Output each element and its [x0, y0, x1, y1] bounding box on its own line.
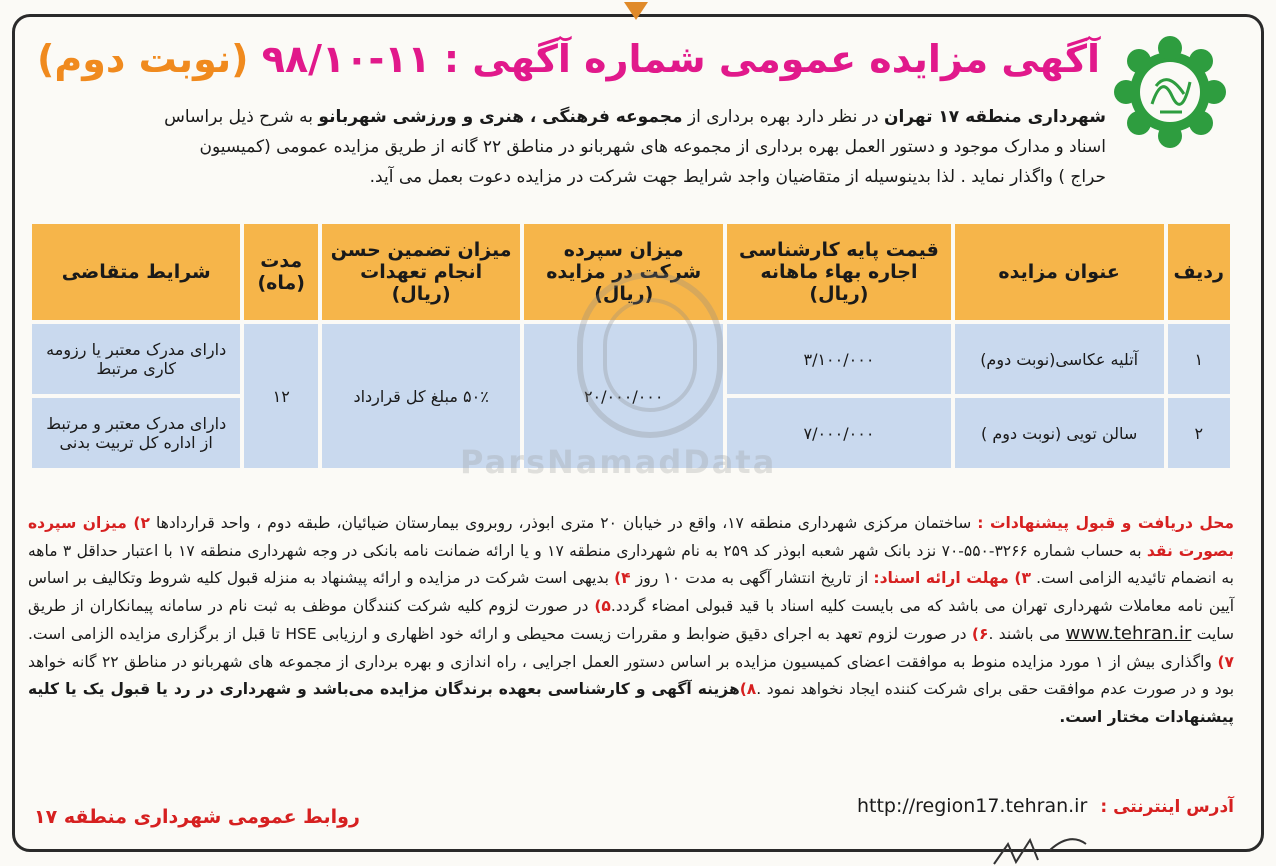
- shared-deposit: ۲۰/۰۰۰/۰۰۰: [524, 324, 723, 468]
- term-4-text: بدیهی است شرکت در مزایده و ارائه پیشنهاد به منزله قبول کلیه شروط وتکالیف بر اساس آیین نامه معاملات شهرداری تهران می باشد که می بایست کلیه اسناد با قید قبولی امضاء گردد.: [28, 569, 1234, 615]
- notice-title: [37, 28, 1100, 90]
- watermark-text: ParsNamadData: [460, 443, 777, 481]
- row-price: ۷/۰۰۰/۰۰۰: [727, 398, 951, 468]
- col-conditions: شرایط متقاضی: [32, 224, 240, 320]
- auction-table: [28, 220, 1234, 472]
- term-1-label: محل دریافت و قبول پیشنهادات :: [977, 514, 1234, 532]
- col-row: ردیف: [1168, 224, 1230, 320]
- term-6-label: ۶): [971, 625, 989, 643]
- col-title: عنوان مزایده: [955, 224, 1164, 320]
- row-conditions: دارای مدرک معتبر یا رزومه کاری مرتبط: [32, 324, 240, 394]
- col-duration: مدت (ماه): [244, 224, 318, 320]
- table-row: [32, 324, 1230, 394]
- terms-paragraph: [28, 510, 1234, 731]
- term-3-label: ۳) مهلت ارائه اسناد:: [873, 569, 1031, 587]
- shared-guarantee: ۵۰٪ مبلغ کل قرارداد: [322, 324, 520, 468]
- term-2-text: به حساب شماره ۳۲۶۶-۵۵۰-۷۰ نزد بانک شهر شعبه ابوذر کد ۲۵۹ به نام شهرداری منطقه ۱۷ و یا ارائه ضمانت نامه بانکی در وجه شهرداری منطقه ۱۷ با اعتبار حداقل ۳ ماهه به انضمام تائیدیه الزامی است.: [28, 541, 1234, 587]
- term-5-text: در صورت لزوم کلیه شرکت کنندگان موظف به ثبت نام در سامانه پیمانکاران از طریق سایت: [28, 596, 1235, 643]
- term-2-label: ۲) میزان سپرده بصورت نقد: [28, 514, 1235, 560]
- title-number: شماره آگهی : ۱۱-۹۸/۱۰: [261, 37, 706, 81]
- col-guarantee: میزان تضمین حسن انجام تعهدات (ریال): [322, 224, 520, 320]
- intro-venue: مجموعه فرهنگی ، هنری و ورزشی شهربانو: [318, 107, 683, 127]
- intro-text2: به شرح ذیل براساس اسناد و مدارک موجود و دستور العمل بهره برداری از مجموعه های شهربانو در مناطق ۲۲ گانه از طریق مزایده عمومی (کمیسیون حراج ) واگذار نماید . لذا بدینوسیله از متقاضیان واجد شرایط جهت شرکت در مزایده دعوت بعمل می آید.: [164, 107, 1106, 187]
- row-title: آتلیه عکاسی(نوبت دوم): [955, 324, 1164, 394]
- public-relations-signoff: روابط عمومی شهرداری منطقه ۱۷: [34, 806, 360, 828]
- table-header-row: [32, 224, 1230, 320]
- intro-paragraph: [160, 102, 1106, 192]
- shared-duration: ۱۲: [244, 324, 318, 468]
- row-number: ۱: [1168, 324, 1230, 394]
- intro-org: شهرداری منطقه ۱۷ تهران: [883, 107, 1106, 127]
- tehran-municipality-logo: [1112, 34, 1228, 150]
- term-8-label: ۸): [739, 680, 757, 698]
- col-price: قیمت پایه کارشناسی اجاره بهاء ماهانه (ریال): [727, 224, 951, 320]
- term-4-label: ۴): [614, 569, 631, 587]
- row-title: سالن تویی (نوبت دوم ): [955, 398, 1164, 468]
- term-7-text: واگذاری بیش از ۱ مورد مزایده منوط به موافقت اعضای کمیسیون مزایده بر اساس دستور العمل اجرایی ، راه اندازی و بهره برداری از مجموعه های شهربانو در مناطق ۲۲ گانه خواهد بود و در صورت عدم موافقت حقی برای شرکت کننده ایجاد نخواهد نمود .: [28, 652, 1235, 698]
- term-5-label: ۵): [594, 596, 611, 615]
- term-6-text: در صورت لزوم تعهد به اجرای دقیق ضوابط و مقررات زیست محیطی و ارائه خود اظهاری و ارزیابی HSE تا قبل از برگزاری مزایده الزامی است.: [28, 625, 972, 643]
- col-deposit: میزان سپرده شرکت در مزایده (ریال): [524, 224, 723, 320]
- title-round: (نوبت دوم): [37, 37, 249, 81]
- title-main: آگهی مزایده عمومی: [718, 37, 1100, 81]
- intro-text1: در نظر دارد بهره برداری از: [682, 107, 884, 127]
- top-notch: [624, 2, 648, 20]
- term-8-text: هزینه آگهی و کارشناسی بعهده برندگان مزایده می‌باشد و شهرداری در رد یا قبول یک یا کلیه پیشنهادات مختار است.: [28, 680, 1234, 726]
- row-conditions: دارای مدرک معتبر و مرتبط از اداره کل تربیت بدنی: [32, 398, 240, 468]
- address-link[interactable]: http://region17.tehran.ir: [856, 795, 1088, 817]
- row-price: ۳/۱۰۰/۰۰۰: [727, 324, 951, 394]
- tehran-site-link[interactable]: www.tehran.ir: [1065, 623, 1192, 644]
- term-7-label: ۷): [1217, 652, 1234, 671]
- signature-scribble: [990, 830, 1100, 866]
- term-3-text: از تاریخ انتشار آگهی به مدت ۱۰ روز: [630, 569, 874, 587]
- address-label: آدرس اینترنتی :: [1100, 797, 1234, 817]
- term-5-text2: می باشند .: [988, 625, 1066, 643]
- term-1-text: ساختمان مرکزی شهرداری منطقه ۱۷، واقع در خیابان ۲۰ متری ابوذر، روبروی بیمارستان ضیائیان، طبقه دوم ، واحد قراردادها: [149, 514, 978, 532]
- row-number: ۲: [1168, 398, 1230, 468]
